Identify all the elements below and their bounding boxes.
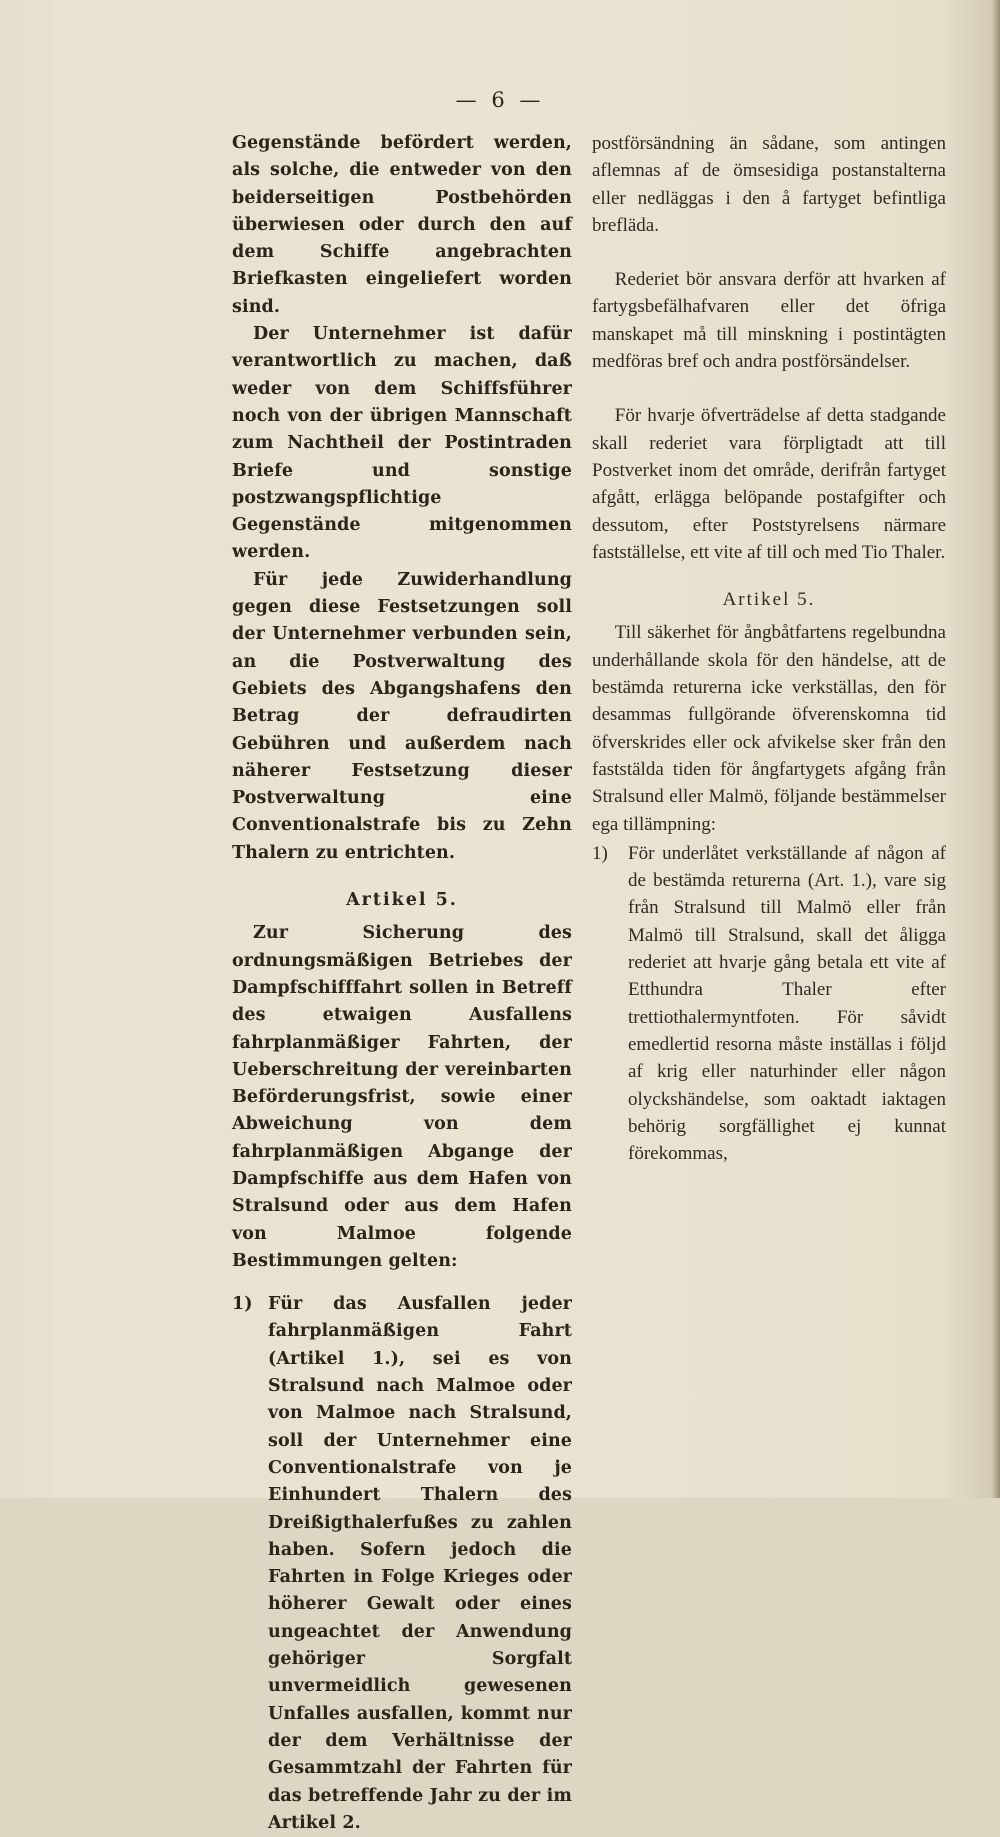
swedish-column	[592, 130, 946, 1167]
swedish-list-item	[592, 840, 946, 1168]
swedish-item-text: För underlåtet verkställande af någon af de bestämda returerna (Art. 1.), vare sig från Stralsund till Malmö eller från Malmö till Stralsund, skall det åligga rederiet att hvarje gång betala ett vite af Etthundra Thaler efter trettiothalermyntfoten. För såvidt emedlertid resorna måste inställas i följd af krig eller naturhinder eller någon olyckshändelse, som oaktadt iaktagen behörig sorgfällighet ej kunnat förekommas,	[628, 842, 946, 1165]
swedish-article-heading: Artikel 5.	[722, 589, 816, 611]
page-edge-shadow	[992, 0, 1000, 1498]
swedish-paragraph-ofvertradelse: För hvarje öfverträdelse af detta stadgande skall rederiet vara förpligtadt att till Postverket inom det område, derifrån fartyget afgått, erlägga belöpande postafgifter och dessutom, efter Poststyrelsens närmare fastställelse, ett vite af till och med Tio Thaler.	[592, 405, 946, 563]
paragraph-gap	[592, 239, 946, 266]
german-paragraph-continued: Gegenstände befördert werden, als solche, die entweder von den beiderseitigen Postbehörden überwiesen oder durch den auf dem Schiffe angebrachten Briefkasten eingeliefert worden sind.	[232, 133, 572, 317]
german-paragraph-zuwiderhandlung: Für jede Zuwiderhandlung gegen diese Festsetzungen soll der Unternehmer verbunden sein, an die Postverwaltung des Gebiets des Abgangshafens den Betrag der defraudirten Gebühren und außerdem nach näherer Festsetzung dieser Postverwaltung eine Conventionalstrafe bis zu Zehn Thalern zu entrichten.	[232, 569, 572, 863]
german-article-heading: Artikel 5.	[346, 890, 458, 911]
german-paragraph-sicherung: Zur Sicherung des ordnungsmäßigen Betriebes der Dampfschifffahrt sollen in Betreff des etwaigen Ausfallens fahrplanmäßiger Fahrten, der Ueberschreitung der vereinbarten Beförderungsfrist, sowie einer Abweichung von dem fahrplanmäßigen Abgange der Dampfschiffe aus dem Hafen von Stralsund oder aus dem Hafen von Malmoe folgende Bestimmungen gelten:	[232, 923, 572, 1271]
german-column	[232, 130, 572, 1837]
german-paragraph-unternehmer: Der Unternehmer ist dafür verantwortlich zu machen, daß weder von dem Schiffsführer noch von der übrigen Mannschaft zum Nachtheil der Postintraden Briefe und sonstige postzwangspflichtige Gegenstände mitgenommen werden.	[232, 324, 572, 563]
swedish-paragraph-sakerhet: Till säkerhet för ångbåtfartens regelbundna underhållande skola för den händelse, att de bestämda returerna icke verkställas, den för desammas fullgörande öfverenskomna tid öfverskrides eller ock afvikelse sker från den faststälda tiden för ångfartygets afgång från Stralsund eller Malmö, följande bestämmelser ega tillämpning:	[592, 622, 946, 835]
german-item-text: Für das Ausfallen jeder fahrplanmäßigen Fahrt (Artikel 1.), sei es von Stralsund nach Malmoe oder von Malmoe nach Stralsund, soll der Unternehmer eine Conventionalstrafe von je Einhundert Thalern des Dreißigthalerfußes zu zahlen haben. Sofern jedoch die Fahrten in Folge Krieges oder höherer Gewalt oder eines ungeachtet der Anwendung gehöriger Sorgfalt unvermeidlich gewesenen Unfalles ausfallen, kommt nur der dem Verhältnisse der Gesammtzahl der Fahrten für das betreffende Jahr zu der im Artikel 2.	[268, 1294, 572, 1833]
page-number: — 6 —	[455, 88, 545, 112]
swedish-paragraph-rederiet: Rederiet bör ansvara derför att hvarken af fartygsbefälhafvaren eller det öfriga manskapet må till minskning i postintägten medföras bref och andra postförsändelser.	[592, 269, 946, 373]
german-item-number: 1)	[232, 1294, 253, 1315]
german-list-item	[232, 1291, 572, 1837]
swedish-paragraph-continued: postförsändning än sådane, som antingen aflemnas af de ömsesidiga postanstalterna eller nedläggas i den å fartyget befintliga brefläda.	[592, 133, 946, 236]
swedish-item-number: 1)	[592, 842, 608, 864]
paragraph-gap	[592, 375, 946, 402]
